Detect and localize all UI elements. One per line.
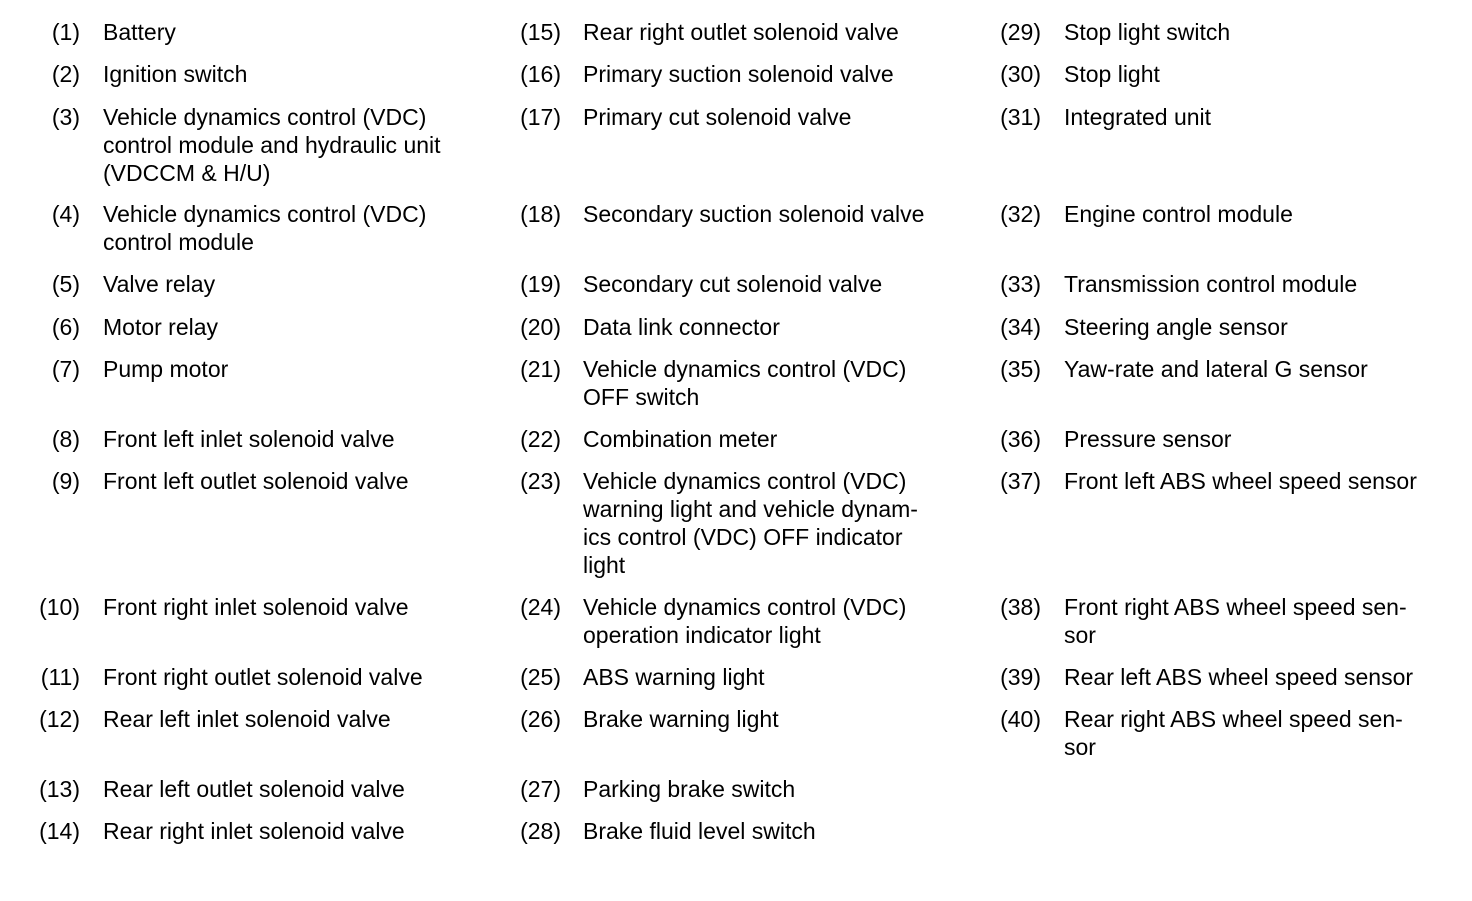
- item-number: (19): [520, 271, 561, 297]
- item-label: Rear left inlet solenoid valve: [103, 706, 391, 732]
- item-number: (13): [39, 776, 80, 802]
- item-number: (30): [1000, 61, 1041, 87]
- item-label: Front right ABS wheel speed sen- sor: [1064, 594, 1407, 648]
- item-label: Data link connector: [583, 314, 780, 340]
- item-label: Secondary suction solenoid valve: [583, 201, 925, 227]
- item-label: Combination meter: [583, 426, 778, 452]
- item-number: (40): [1000, 706, 1041, 732]
- item-number: (23): [520, 468, 561, 494]
- item-number: (28): [520, 818, 561, 844]
- item-number: (15): [520, 19, 561, 45]
- item-number: (5): [51, 271, 80, 297]
- item-label: Front right outlet solenoid valve: [103, 664, 423, 690]
- item-number: (11): [40, 664, 80, 690]
- item-label: Vehicle dynamics control (VDC) warning light and vehicle dynam- ics control (VDC) OFF indicator light: [583, 468, 918, 578]
- item-label: Yaw-rate and lateral G sensor: [1064, 356, 1368, 382]
- item-number: (36): [1000, 426, 1041, 452]
- item-label: Front left ABS wheel speed sensor: [1064, 468, 1417, 494]
- item-number: (37): [1000, 468, 1041, 494]
- item-label: Pump motor: [103, 356, 229, 382]
- item-label: Rear left ABS wheel speed sensor: [1064, 664, 1414, 690]
- item-label: Motor relay: [103, 314, 219, 340]
- item-label: Transmission control module: [1064, 271, 1358, 297]
- item-label: Parking brake switch: [583, 776, 796, 802]
- item-label: Vehicle dynamics control (VDC) OFF switch: [583, 356, 907, 410]
- item-number: (16): [520, 61, 561, 87]
- item-number: (29): [1000, 19, 1041, 45]
- item-number: (18): [520, 201, 561, 227]
- item-number: (39): [1000, 664, 1041, 690]
- item-number: (10): [39, 594, 80, 620]
- item-label: Integrated unit: [1064, 104, 1212, 130]
- item-label: Stop light switch: [1064, 19, 1231, 45]
- item-label: Front right inlet solenoid valve: [103, 594, 409, 620]
- item-label: Primary cut solenoid valve: [583, 104, 852, 130]
- item-number: (32): [1000, 201, 1041, 227]
- item-label: Front left inlet solenoid valve: [103, 426, 395, 452]
- item-number: (25): [520, 664, 561, 690]
- item-label: Brake warning light: [583, 706, 779, 732]
- item-label: Primary suction solenoid valve: [583, 61, 894, 87]
- item-number: (35): [1000, 356, 1041, 382]
- item-number: (3): [51, 104, 80, 130]
- item-number: (4): [51, 201, 80, 227]
- item-number: (27): [520, 776, 561, 802]
- item-number: (26): [520, 706, 561, 732]
- item-number: (12): [39, 706, 80, 732]
- item-number: (6): [51, 314, 80, 340]
- item-number: (1): [51, 19, 80, 45]
- item-label: Battery: [103, 19, 176, 45]
- item-label: Pressure sensor: [1064, 426, 1232, 452]
- item-label: ABS warning light: [583, 664, 765, 690]
- item-number: (9): [51, 468, 80, 494]
- item-label: Rear right inlet solenoid valve: [103, 818, 405, 844]
- item-number: (22): [520, 426, 561, 452]
- item-label: Ignition switch: [103, 61, 248, 87]
- item-number: (17): [520, 104, 561, 130]
- item-number: (7): [51, 356, 80, 382]
- item-label: Vehicle dynamics control (VDC) control module: [103, 201, 427, 255]
- item-label: Rear right outlet solenoid valve: [583, 19, 899, 45]
- item-number: (38): [1000, 594, 1041, 620]
- item-label: Vehicle dynamics control (VDC) operation indicator light: [583, 594, 907, 648]
- item-label: Steering angle sensor: [1064, 314, 1288, 340]
- item-label: Brake fluid level switch: [583, 818, 816, 844]
- item-number: (34): [1000, 314, 1041, 340]
- item-number: (21): [520, 356, 561, 382]
- item-number: (2): [51, 61, 80, 87]
- item-label: Rear left outlet solenoid valve: [103, 776, 405, 802]
- item-number: (8): [51, 426, 80, 452]
- item-number: (33): [1000, 271, 1041, 297]
- item-label: Stop light: [1064, 61, 1160, 87]
- item-label: Engine control module: [1064, 201, 1293, 227]
- item-number: (20): [520, 314, 561, 340]
- item-label: Secondary cut solenoid valve: [583, 271, 883, 297]
- item-label: Rear right ABS wheel speed sen- sor: [1064, 706, 1403, 760]
- item-number: (31): [1000, 104, 1041, 130]
- item-number: (24): [520, 594, 561, 620]
- item-label: Valve relay: [103, 271, 216, 297]
- item-number: (14): [39, 818, 80, 844]
- item-label: Vehicle dynamics control (VDC) control module and hydraulic unit (VDCCM & H/U): [103, 104, 441, 186]
- item-label: Front left outlet solenoid valve: [103, 468, 409, 494]
